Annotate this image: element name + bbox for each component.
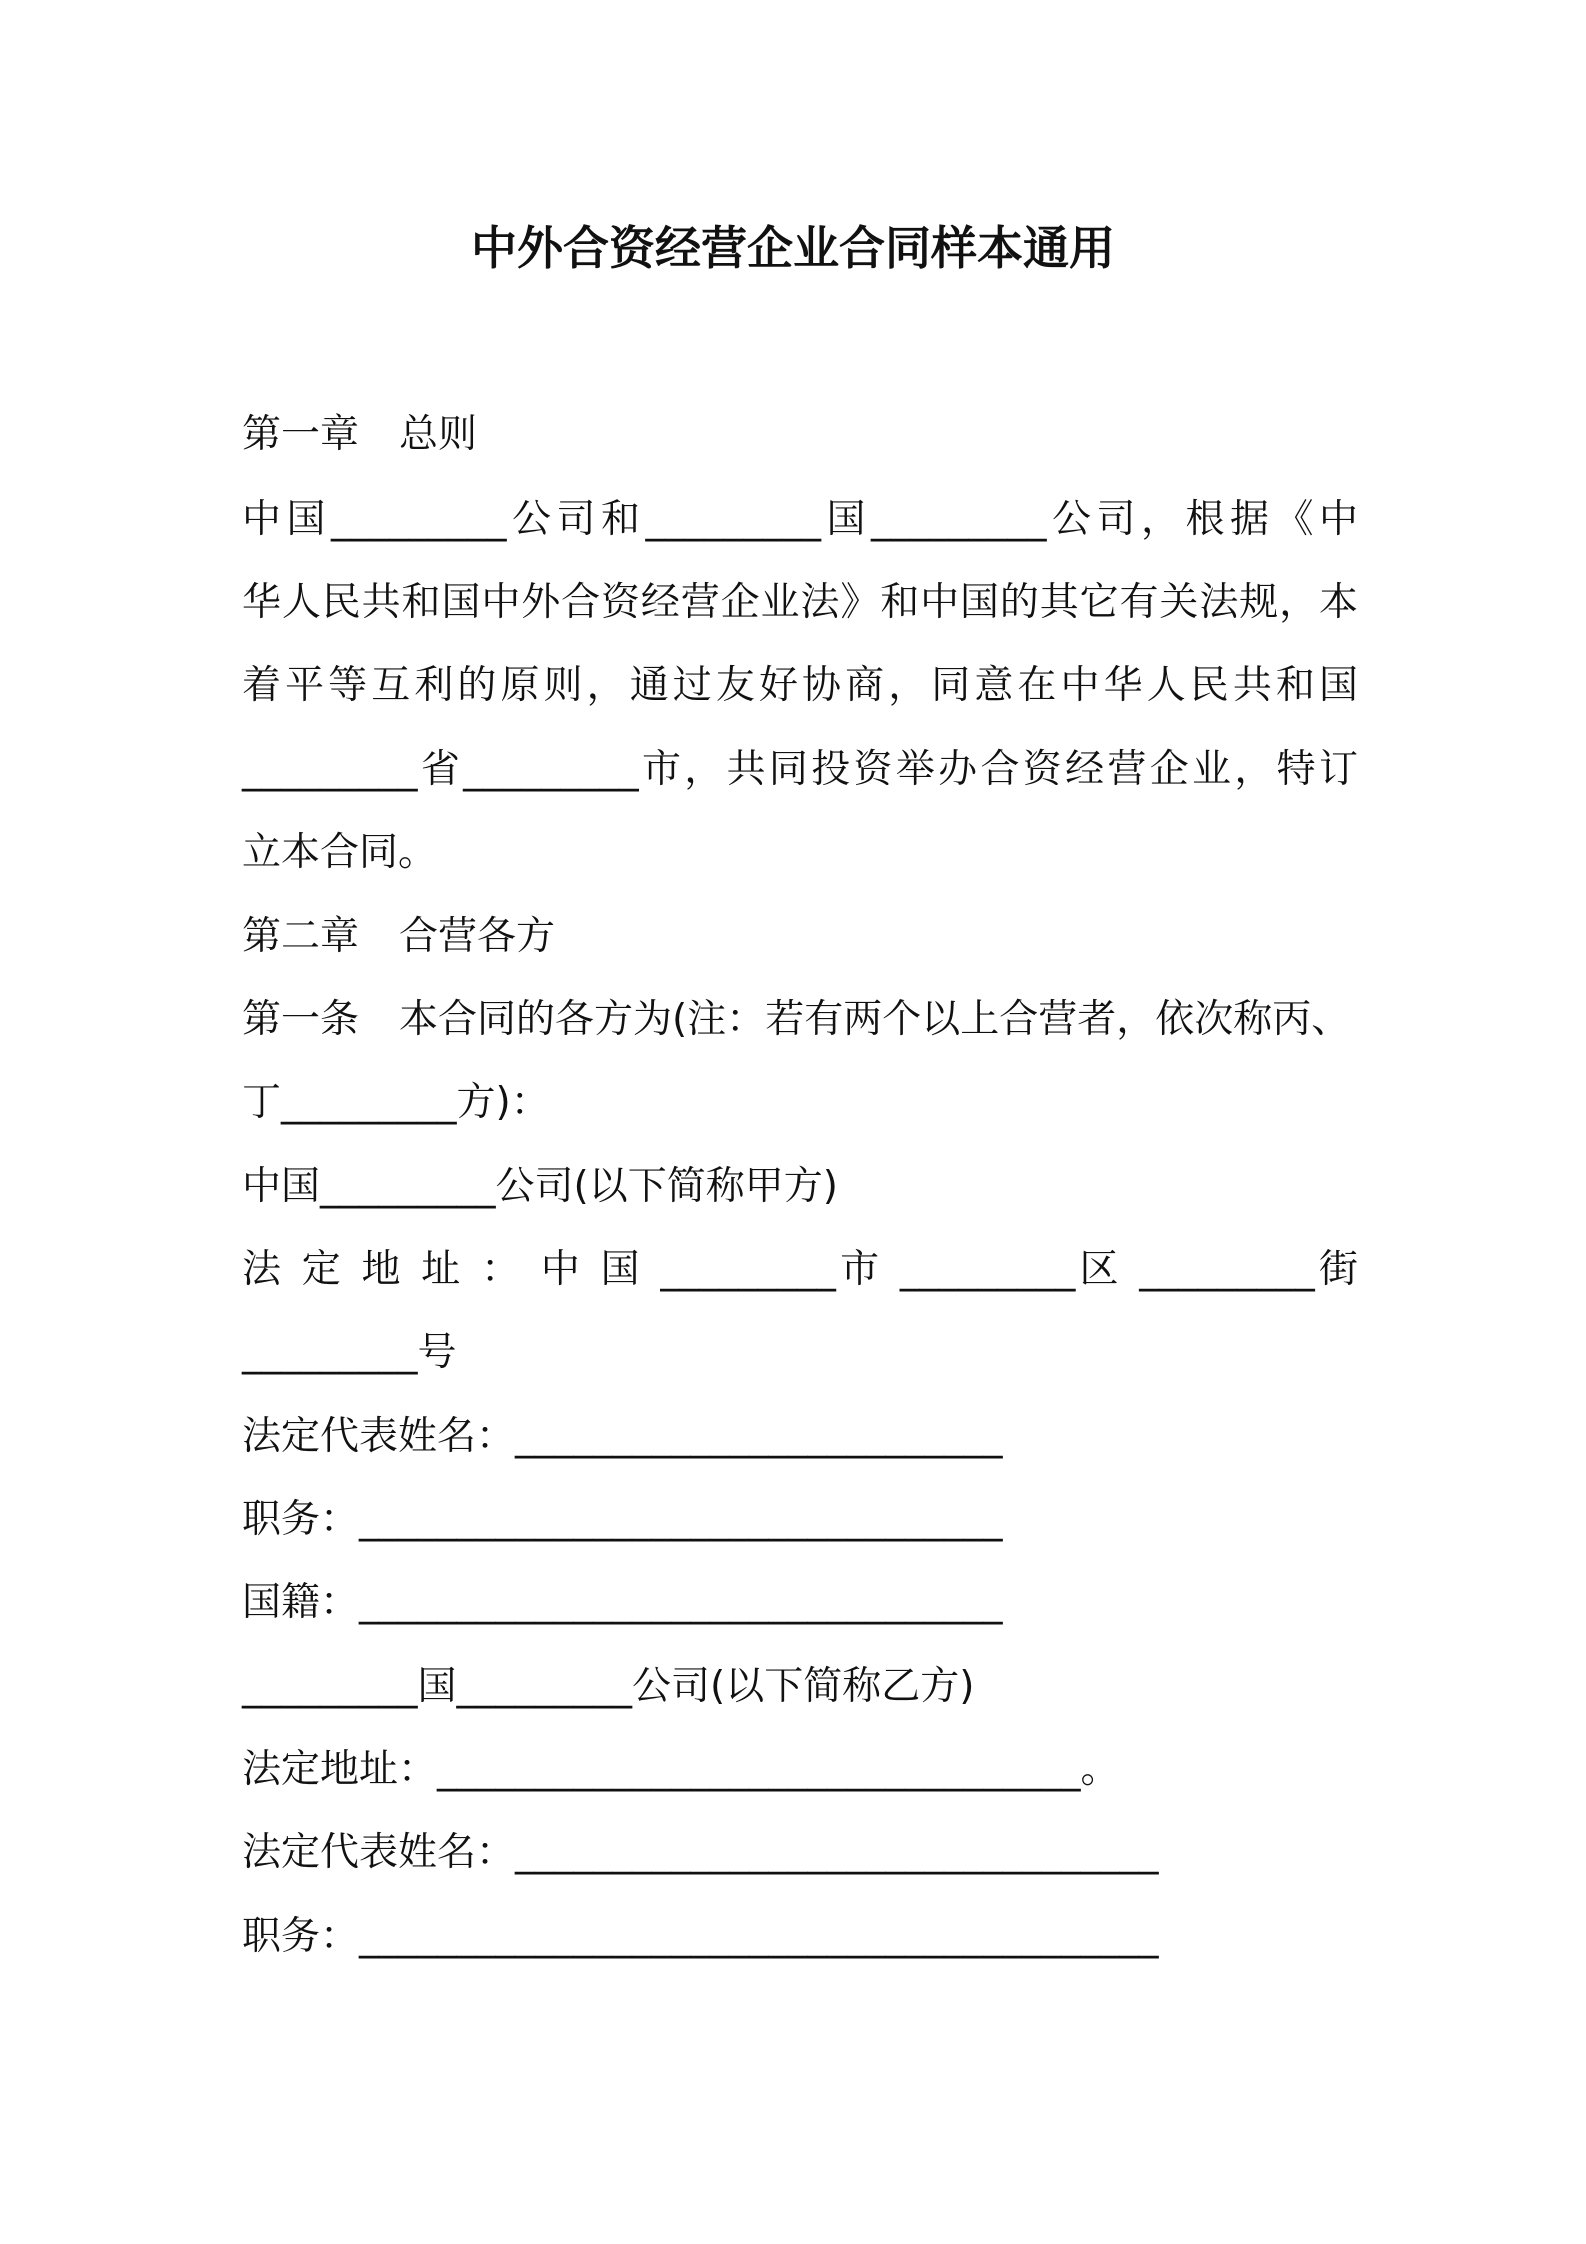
paragraph-line: 立本合同。 [242,830,438,875]
party-b-representative-line: 法定代表姓名：_________________________________ [242,1830,1159,1875]
chapter-2-title: 合营各方 [399,914,556,959]
party-a-position-line: 职务：_________________________________ [242,1497,1003,1542]
document-title: 中外合资经营企业合同样本通用 [471,221,1115,275]
party-a-address-line: _________号 [242,1330,457,1375]
chapter-2-number: 第二章 [242,914,360,959]
chapter-1-title: 总则 [399,412,478,457]
paragraph-line: 丁_________方)： [242,1080,550,1125]
chapter-2-heading [242,912,555,962]
paragraph-line: 中国_________公司和_________国_________公司，根据《中 [242,497,1358,542]
chapter-1-heading [242,410,477,460]
paragraph-line: 华人民共和国中外合资经营企业法》和中国的其它有关法规，本 [242,580,1358,625]
party-b-name-line: _________国_________公司(以下简称乙方) [242,1664,975,1709]
paragraph-line: _________省_________市，共同投资举办合资经营企业，特订 [242,747,1358,792]
paragraph-line: 着平等互利的原则，通过友好协商，同意在中华人民共和国 [242,663,1358,708]
party-b-address-line: 法定地址：_________________________________。 [242,1747,1120,1792]
article-1-number: 第一条 [242,997,360,1042]
party-a-nationality-line: 国籍：_________________________________ [242,1580,1003,1625]
article-1-text: 本合同的各方为(注：若有两个以上合营者，依次称丙、 [399,997,1351,1042]
article-1-line [242,995,1350,1045]
party-b-position-line: 职务：_________________________________________ [242,1914,1159,1959]
party-a-representative-line: 法定代表姓名：_________________________ [242,1414,1003,1459]
party-a-address-line: 法 定 地 址 ： 中 国 _________市 _________区 _________街 [242,1247,1358,1292]
chapter-1-number: 第一章 [242,412,360,457]
party-a-name-line: 中国_________公司(以下简称甲方) [242,1164,838,1209]
